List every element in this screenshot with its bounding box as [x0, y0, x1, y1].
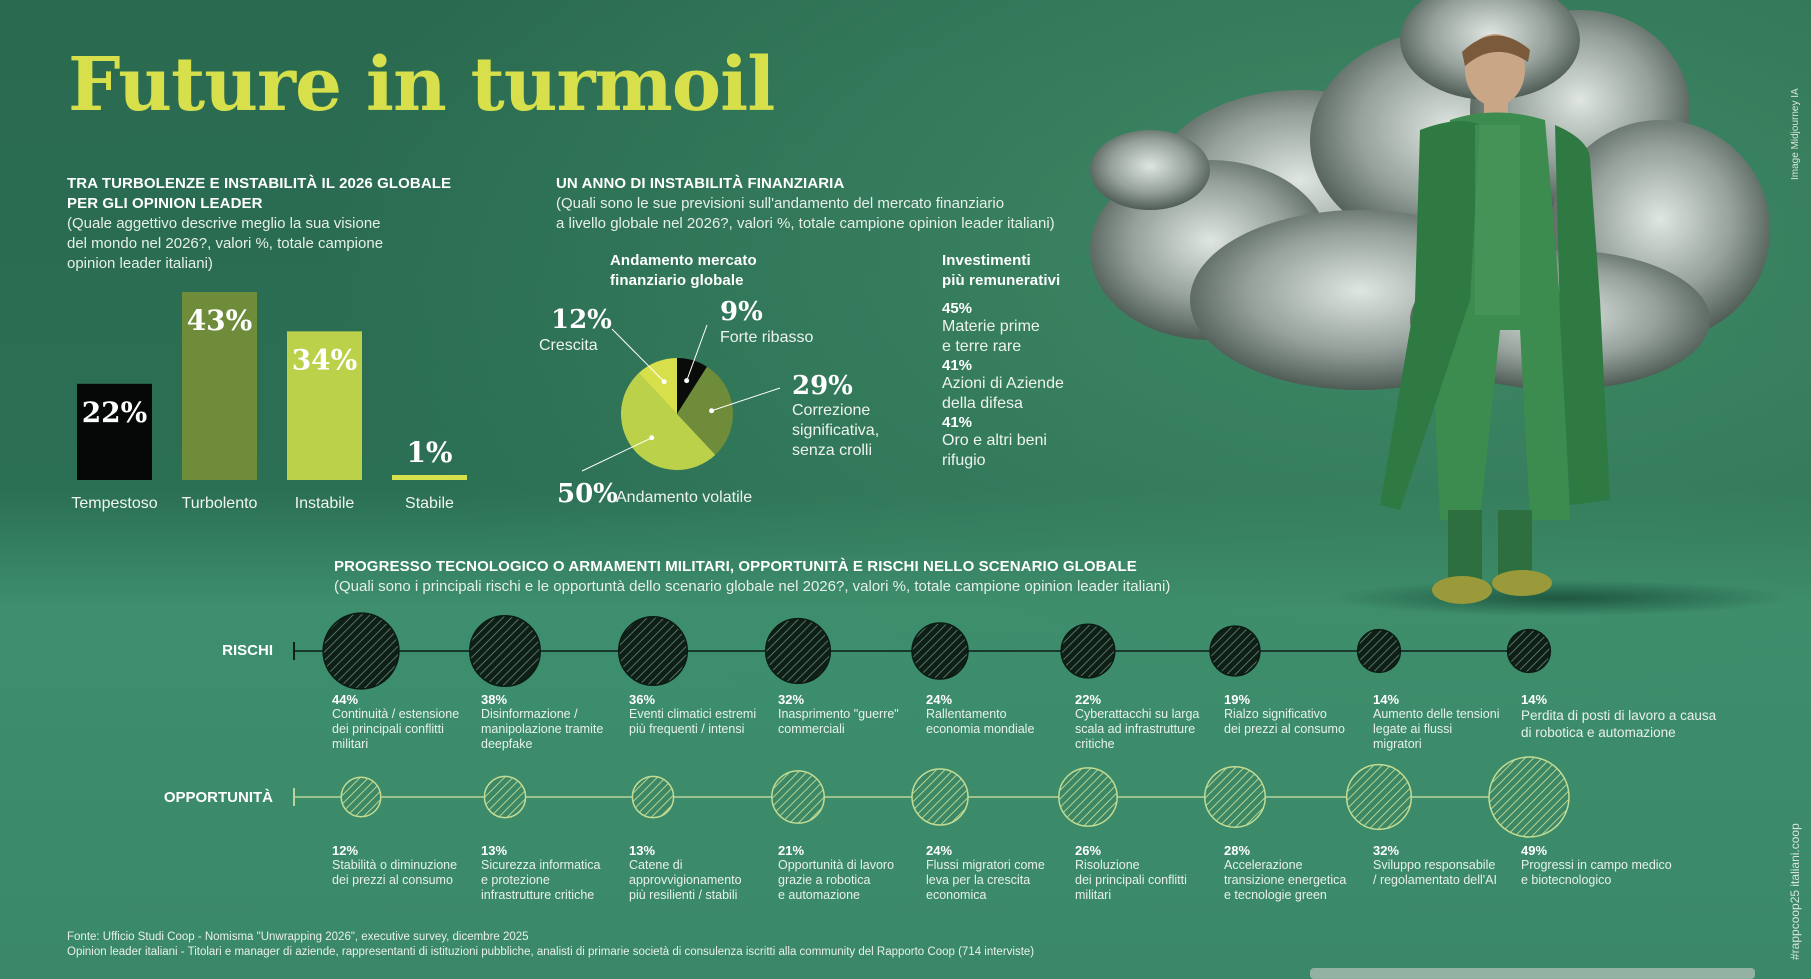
opportunity-item-label: transizione energetica: [1224, 873, 1347, 887]
investment-pct: 41%: [942, 414, 973, 431]
opportunity-item: [1224, 843, 1366, 903]
opportunities-row-label: OPPORTUNITÀ: [163, 789, 273, 806]
opportunity-bubble: [484, 776, 525, 817]
opportunity-item-pct: 13%: [629, 843, 656, 858]
risk-item-pct: 32%: [778, 692, 805, 707]
risk-item-label: dei principali conflitti: [332, 722, 444, 736]
investment-pct: 41%: [942, 357, 973, 374]
opportunity-item-label: Catene di: [629, 858, 683, 872]
bar-value-label: 43%: [186, 304, 253, 337]
opportunity-item: [926, 843, 1068, 903]
risk-item: [778, 692, 920, 737]
risk-bubble: [766, 619, 831, 684]
risk-item-pct: 38%: [481, 692, 508, 707]
site-credit: #rappcoop25 italiani.coop: [1788, 823, 1802, 960]
bar-value-label: 34%: [291, 343, 358, 377]
risk-bubble: [1210, 626, 1260, 676]
risk-item-label: economia mondiale: [926, 722, 1035, 736]
pie-heading-line2: finanziario globale: [610, 272, 744, 289]
pie-label-correzione-line3: senza crolli: [792, 442, 873, 459]
opportunity-item-label: dei principali conflitti: [1075, 873, 1187, 887]
opportunity-bubble: [912, 769, 968, 825]
risk-item-label: commerciali: [778, 722, 845, 736]
opportunity-item: [1075, 843, 1217, 903]
risk-item-pct: 22%: [1075, 692, 1102, 707]
opportunity-item-label: approvvigionamento: [629, 873, 742, 887]
opportunity-item: [332, 843, 474, 888]
pie-label-crescita-pct: 12%: [551, 305, 612, 335]
risk-item-label: Cyberattacchi su larga: [1075, 707, 1200, 721]
risk-item: [926, 692, 1068, 737]
opportunity-item-label: e biotecnologico: [1521, 873, 1612, 887]
risk-bubble: [1508, 630, 1551, 673]
pie-label-correzione-pct: 29%: [792, 371, 853, 401]
opportunity-item: [1521, 843, 1751, 888]
risk-item-label: dei prezzi al consumo: [1224, 722, 1345, 736]
opportunity-item-label: infrastrutture critiche: [481, 888, 595, 902]
risk-bubble: [912, 623, 968, 679]
risk-item-pct: 44%: [332, 692, 359, 707]
risks-row-label: RISCHI: [222, 642, 273, 659]
opportunity-item-label: più resilienti / stabili: [629, 888, 738, 902]
risk-item-label: più frequenti / intensi: [629, 722, 745, 736]
risk-item-label: migratori: [1373, 737, 1422, 751]
risk-item-pct: 19%: [1224, 692, 1251, 707]
pie-label-ribasso: Forte ribasso: [720, 329, 814, 346]
bar-category-label: Turbolento: [181, 495, 258, 512]
footer-note: Opinion leader italiani - Titolari e manager di aziende, rappresentanti di istituzioni pubbliche, analisti di primarie società di consulenza iscritti alla community del Rapporto Coop (714 interviste): [67, 946, 1035, 958]
opportunity-item-pct: 28%: [1224, 843, 1251, 858]
opportunity-item-label: Accelerazione: [1224, 858, 1303, 872]
bar-value-label: 1%: [406, 436, 453, 469]
risk-bubble: [619, 617, 688, 686]
risk-item: [629, 692, 771, 737]
investments-heading-line2: più remunerativi: [942, 272, 1061, 289]
pie-heading-line1: Andamento mercato: [610, 252, 757, 269]
opportunity-item-label: Flussi migratori come: [926, 858, 1045, 872]
pie-label-volatile: Andamento volatile: [616, 489, 753, 506]
investments-heading-line1: Investimenti: [942, 252, 1031, 269]
risk-item: [1373, 692, 1515, 752]
investment-label-line2: rifugio: [942, 452, 986, 469]
opportunity-item: [481, 843, 623, 903]
risk-item-label: legate ai flussi: [1373, 722, 1453, 736]
bar-category-label: Stabile: [405, 495, 454, 512]
section3-subtitle: (Quali sono i principali rischi e le opportuntà dello scenario globale nel 2026?, valori %, totale campione opinion leader italiani): [334, 578, 1171, 595]
risk-item-label: Inasprimento "guerre": [778, 707, 899, 721]
risk-item-label: Continuità / estensione: [332, 707, 460, 721]
investment-label-line1: Materie prime: [942, 318, 1040, 335]
risk-bubble: [323, 613, 399, 689]
risk-item: [1075, 692, 1217, 752]
opportunity-item-label: Risoluzione: [1075, 858, 1140, 872]
section1-subtitle: (Quale aggettivo descrive meglio la sua visione: [67, 215, 381, 232]
opportunity-item-label: e protezione: [481, 873, 550, 887]
risk-bubble: [1061, 624, 1115, 678]
opportunity-bubble: [1059, 768, 1117, 826]
opportunity-item-pct: 49%: [1521, 843, 1548, 858]
risk-item-pct: 36%: [629, 692, 656, 707]
footer-source: Fonte: Ufficio Studi Coop - Nomisma "Unwrapping 2026", executive survey, dicembre 2025: [67, 931, 529, 943]
section2-title: UN ANNO DI INSTABILITÀ FINANZIARIA: [556, 175, 845, 192]
risk-item: [1224, 692, 1366, 737]
investment-label-line1: Azioni di Aziende: [942, 375, 1064, 392]
risk-item-label: manipolazione tramite: [481, 722, 604, 736]
opportunity-item-label: Sicurezza informatica: [481, 858, 601, 872]
opportunity-item-label: economica: [926, 888, 987, 902]
risk-item-label: Disinformazione /: [481, 707, 578, 721]
risk-item-label: Rialzo significativo: [1224, 707, 1327, 721]
opportunity-item-label: e automazione: [778, 888, 861, 902]
opportunity-item: [1373, 843, 1515, 888]
risk-item-pct: 14%: [1373, 692, 1400, 707]
investment-label-line2: e terre rare: [942, 338, 1022, 355]
bar-category-label: Instabile: [294, 495, 355, 512]
opportunity-item: [629, 843, 771, 903]
risk-item-label: scala ad infrastrutture: [1075, 722, 1196, 736]
risk-item-label: militari: [332, 737, 369, 751]
opportunity-item-label: leva per la crescita: [926, 873, 1031, 887]
pie-label-volatile-pct: 50%: [557, 479, 618, 509]
risk-item-label: deepfake: [481, 737, 533, 751]
risk-bubble: [1358, 630, 1401, 673]
risk-item-pct: 24%: [926, 692, 953, 707]
opportunity-item-label: grazie a robotica: [778, 873, 871, 887]
opportunity-bubble: [772, 771, 824, 823]
opportunity-item-label: / regolamentato dell'AI: [1373, 873, 1497, 887]
risk-item-pct: 14%: [1521, 692, 1548, 707]
investment-pct: 45%: [942, 300, 973, 317]
pie-label-correzione-line2: significativa,: [792, 422, 880, 439]
opportunity-item: [778, 843, 920, 903]
opportunity-bubble: [1205, 767, 1265, 827]
risk-item: [332, 692, 474, 752]
section2-subtitle-line2: a livello globale nel 2026?, valori %, totale campione opinion leader italiani): [556, 215, 1055, 232]
risk-item-label: Perdita di posti di lavoro a causa: [1521, 708, 1717, 723]
opportunity-item-pct: 26%: [1075, 843, 1102, 858]
opportunity-item-pct: 13%: [481, 843, 508, 858]
risk-item-label: Rallentamento: [926, 707, 1007, 721]
opportunity-bubble: [1347, 765, 1412, 830]
opportunity-bubble: [632, 776, 673, 817]
risk-item-label: critiche: [1075, 737, 1115, 751]
opportunity-item-label: Sviluppo responsabile: [1373, 858, 1496, 872]
section1-title: TRA TURBOLENZE E INSTABILITÀ IL 2026 GLOBALE: [67, 175, 452, 192]
opportunity-item-label: Progressi in campo medico: [1521, 858, 1672, 872]
opportunity-bubble: [1489, 757, 1569, 837]
pie-label-crescita: Crescita: [539, 337, 598, 354]
pie-label-ribasso-pct: 9%: [720, 297, 763, 327]
risk-item-label: di robotica e automazione: [1521, 725, 1676, 740]
risk-item: [481, 692, 623, 752]
section3-title: PROGRESSO TECNOLOGICO O ARMAMENTI MILITARI, OPPORTUNITÀ E RISCHI NELLO SCENARIO GLOBALE: [334, 558, 1137, 575]
page-title: Future in turmoil: [68, 42, 775, 128]
risk-item-label: Eventi climatici estremi: [629, 707, 757, 721]
risk-item: [1521, 692, 1751, 741]
opportunity-item-label: Stabilità o diminuzione: [332, 858, 458, 872]
risk-bubble: [470, 616, 540, 686]
opportunity-item-label: Opportunità di lavoro: [778, 858, 895, 872]
opportunity-item-label: militari: [1075, 888, 1112, 902]
risk-item-label: Aumento delle tensioni: [1373, 707, 1500, 721]
opportunity-item-pct: 24%: [926, 843, 953, 858]
image-credit: Image Midjourney IA: [1790, 88, 1801, 180]
opportunity-item-pct: 12%: [332, 843, 359, 858]
section1-subtitle-line2: del mondo nel 2026?, valori %, totale campione: [67, 235, 384, 252]
opportunity-bubble: [341, 777, 381, 817]
pie-label-correzione-line1: Correzione: [792, 402, 871, 419]
opportunity-item-label: dei prezzi al consumo: [332, 873, 453, 887]
opportunity-item-pct: 32%: [1373, 843, 1400, 858]
bar-category-label: Tempestoso: [71, 495, 158, 512]
opportunity-item-label: e tecnologie green: [1224, 888, 1327, 902]
section1-title-line2: PER GLI OPINION LEADER: [67, 195, 263, 212]
opportunity-item-pct: 21%: [778, 843, 805, 858]
section1-subtitle-line3: opinion leader italiani): [67, 255, 213, 272]
bar-value-label: 22%: [81, 395, 148, 429]
investment-label-line1: Oro e altri beni: [942, 432, 1047, 449]
section2-subtitle: (Quali sono le sue previsioni sull'andamento del mercato finanziario: [556, 195, 1005, 212]
investment-label-line2: della difesa: [942, 395, 1023, 412]
